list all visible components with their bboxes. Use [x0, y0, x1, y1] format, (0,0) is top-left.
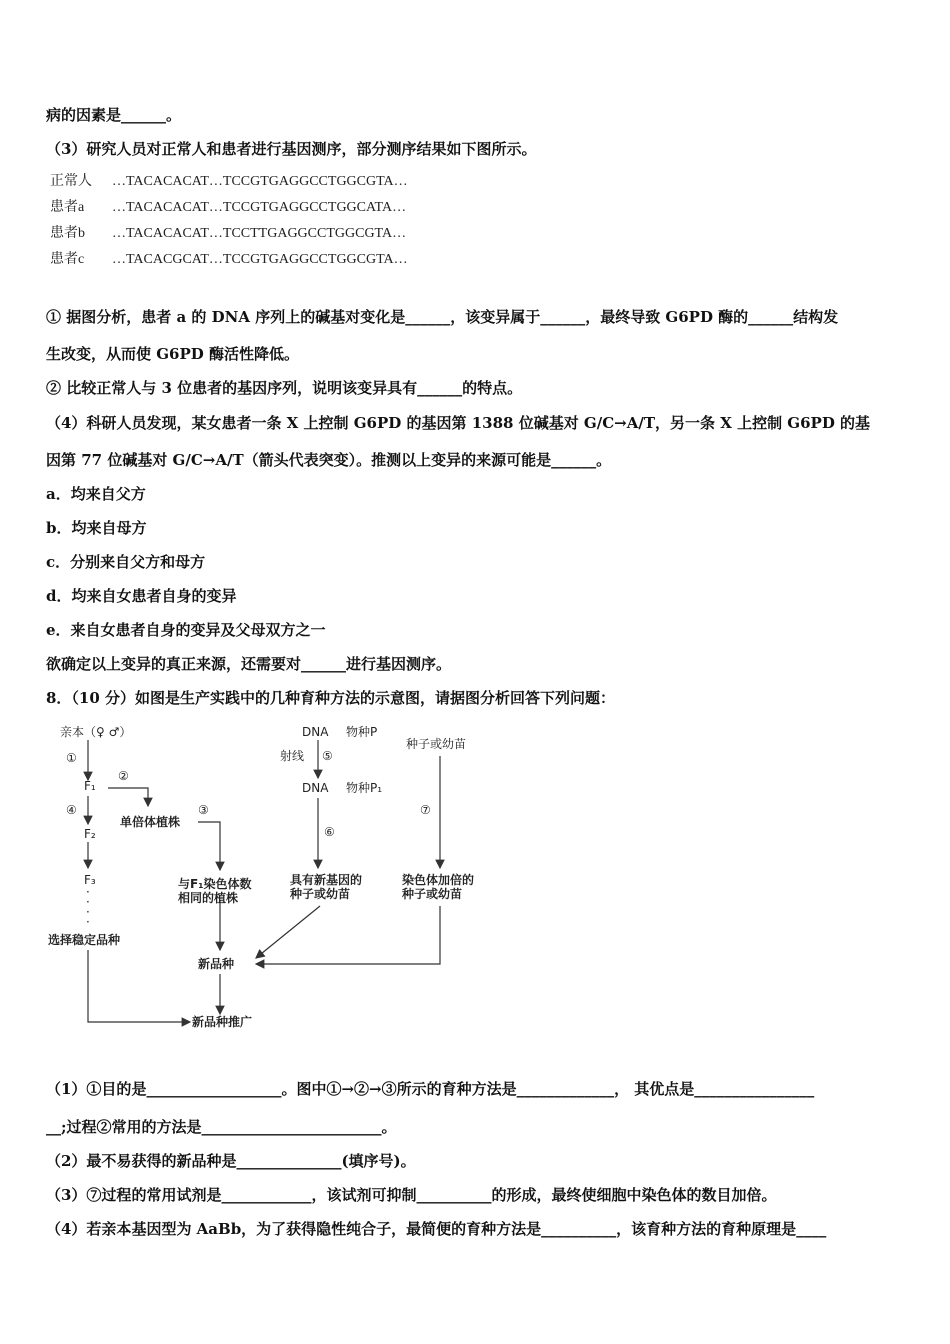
text-line-13: 欲确定以上变异的真正来源，还需要对______进行基因测序。	[46, 655, 452, 673]
text-line-3: ① 据图分析，患者 a 的 DNA 序列上的碱基对变化是______，该变异属于______，最终导致 G6PD 酶的______结构发	[46, 308, 839, 326]
arrow-haploid-same	[198, 822, 220, 870]
option-b: b．均来自母方	[46, 519, 147, 537]
diagram-parent: 亲本（♀ ♂）	[60, 725, 132, 739]
diagram-dna-mid: DNA	[302, 781, 329, 795]
sequence-label: 正常人	[50, 174, 92, 189]
diagram-promote: 新品种推广	[192, 1015, 253, 1029]
diagram-haploid: 单倍体植株	[120, 815, 181, 829]
diagram-same-1: 与F₁染色体数	[178, 877, 252, 891]
step-4-label: ④	[66, 803, 77, 817]
diagram-seed: 种子或幼苗	[406, 737, 467, 751]
step-6-label: ⑥	[324, 825, 335, 839]
svg-text:·: ·	[86, 905, 90, 919]
diagram-dots: ·	[86, 885, 90, 899]
sequence-label: 患者c	[50, 252, 85, 267]
diagram-double-1: 染色体加倍的	[402, 873, 475, 887]
breeding-diagram	[40, 718, 520, 1038]
option-c: c．分别来自父方和母方	[46, 553, 206, 571]
diagram-f3: F₃	[84, 873, 96, 887]
diagram-same-2: 相同的植株	[178, 891, 239, 905]
text-line-2: （3）研究人员对正常人和患者进行基因测序，部分测序结果如下图所示。	[46, 140, 537, 158]
text-line-1: 病的因素是______。	[46, 106, 182, 124]
step-1-label: ①	[66, 751, 77, 765]
question-8-title: 8．（10 分）如图是生产实践中的几种育种方法的示意图，请据图分析回答下列问题：	[46, 689, 616, 707]
text-line-18: （3）⑦过程的常用试剂是____________，该试剂可抑制__________的形成，最终使细胞中染色体的数目加倍。	[46, 1186, 777, 1204]
text-line-6: （4）科研人员发现，某女患者一条 X 上控制 G6PD 的基因第 1388 位碱基对 G/C→A/T，另一条 X 上控制 G6PD 的基	[46, 414, 871, 432]
sequence-value: …TACACGCAT…TCCGTGAGGCCTGGCGTA…	[112, 252, 408, 267]
step-7-label: ⑦	[420, 803, 431, 817]
arrow-select-promote	[88, 950, 190, 1022]
diagram-species-p: 物种P	[346, 725, 378, 739]
step-5-label: ⑤	[322, 749, 333, 763]
sequence-row	[50, 196, 406, 216]
diagram-dna-top: DNA	[302, 725, 329, 739]
diagram-newgene-2: 种子或幼苗	[290, 887, 351, 901]
diagram-newvar: 新品种	[198, 957, 235, 971]
diagram-newgene-1: 具有新基因的	[290, 873, 363, 887]
sequence-row	[50, 248, 408, 268]
option-d: d．均来自女患者自身的变异	[46, 587, 237, 605]
svg-text:·: ·	[86, 895, 90, 909]
text-line-5: ② 比较正常人与 3 位患者的基因序列，说明该变异具有______的特点。	[46, 379, 523, 397]
sequence-label: 患者a	[50, 200, 85, 215]
svg-text:·: ·	[86, 915, 90, 929]
text-line-4: 生改变，从而使 G6PD 酶活性降低。	[46, 345, 299, 363]
diagram-f2: F₂	[84, 827, 96, 841]
sequence-row	[50, 222, 406, 242]
text-line-19: （4）若亲本基因型为 AaBb，为了获得隐性纯合子，最简便的育种方法是__________，该育种方法的育种原理是____	[46, 1220, 827, 1238]
diagram-f1: F₁	[84, 779, 96, 793]
arrow-newgene-newvar	[256, 906, 320, 958]
sequence-value: …TACACACAT…TCCGTGAGGCCTGGCGTA…	[112, 174, 408, 189]
step-3-label: ③	[198, 803, 209, 817]
text-line-16: __;过程②常用的方法是________________________。	[46, 1118, 397, 1136]
option-e: e．来自女患者自身的变异及父母双方之一	[46, 621, 326, 639]
sequence-value: …TACACACAT…TCCGTGAGGCCTGGCATA…	[112, 200, 407, 215]
sequence-row	[50, 170, 408, 190]
text-line-17: （2）最不易获得的新品种是______________(填序号)。	[46, 1152, 416, 1170]
step-2-label: ②	[118, 769, 129, 783]
arrow-f1-haploid	[108, 788, 148, 806]
diagram-double-2: 种子或幼苗	[402, 887, 463, 901]
diagram-select: 选择稳定品种	[48, 933, 121, 947]
sequence-label: 患者b	[50, 226, 85, 241]
text-line-7: 因第 77 位碱基对 G/C→A/T（箭头代表突变）。推测以上变异的来源可能是______。	[46, 451, 612, 469]
diagram-radiation: 射线	[280, 749, 305, 763]
text-line-15: （1）①目的是__________________。图中①→②→③所示的育种方法是_____________， 其优点是________________	[46, 1080, 815, 1098]
sequence-value: …TACACACAT…TCCTTGAGGCCTGGCGTA…	[112, 226, 407, 241]
option-a: a．均来自父方	[46, 485, 146, 503]
diagram-species-p1: 物种P₁	[346, 781, 383, 795]
